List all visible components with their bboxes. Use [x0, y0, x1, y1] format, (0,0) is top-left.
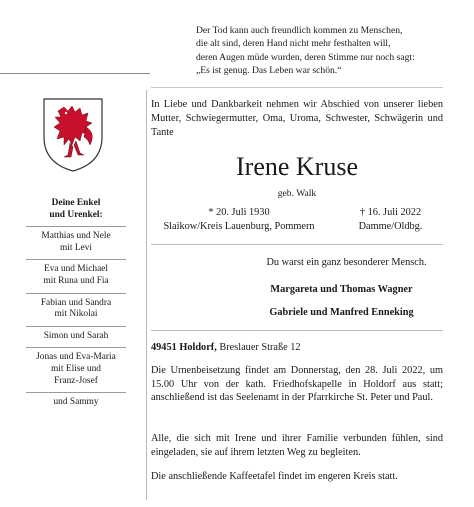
separator-rule-2 — [151, 244, 443, 245]
motto-line: deren Augen müde wurden, deren Stimme nur noch sagt: — [196, 51, 415, 63]
sidebar-separator — [26, 226, 126, 227]
entry-line: mit Runa und Fia — [43, 275, 109, 286]
birth-info — [151, 206, 327, 234]
sidebar-separator — [26, 392, 126, 393]
sidebar-separator — [26, 259, 126, 260]
maiden-name: geb. Walk — [277, 188, 317, 199]
entry-line: Franz-Josef — [54, 375, 98, 386]
sidebar-entry — [16, 264, 136, 287]
entry-line: Fabian und Sandra — [40, 297, 112, 308]
intro-text: In Liebe und Dankbarkeit nehmen wir Abschied von unserer lieben Mutter, Schwiegermutter, Oma, Uroma, Schwester, Schwägerin und Tante — [151, 99, 443, 139]
top-left-rule — [0, 73, 150, 74]
tribute-line: Du warst ein ganz besonderer Mensch. — [266, 257, 427, 268]
address-city: 49451 Holdorf, — [151, 342, 217, 353]
entry-line: Jonas und Eva-Maria — [36, 352, 116, 363]
sidebar-entry — [16, 331, 136, 343]
thanks-paragraph: Alle, die sich mit Irene und ihrer Familie verbunden fühlen, sind eingeladen, sie auf ihrem letzten Weg zu begleiten. — [151, 433, 443, 458]
motto-poem — [196, 24, 440, 78]
motto-line: die alt sind, deren Hand nicht mehr festhalten will, — [196, 38, 391, 50]
death-date: † 16. Juli 2022 — [359, 207, 422, 218]
sidebar-entry — [16, 298, 136, 321]
sidebar-divider — [146, 90, 147, 500]
sidebar-separator — [26, 326, 126, 327]
motto-line: „Es ist genug. Das Leben war schön.“ — [196, 65, 342, 77]
entry-line: Simon und Sarah — [43, 330, 109, 341]
mourner-name: Gabriele und Manfred Enneking — [269, 307, 414, 318]
coat-of-arms-icon — [42, 97, 104, 173]
deceased-name: Irene Kruse — [236, 152, 358, 181]
sidebar-title — [12, 198, 140, 221]
coffee-paragraph: Die anschließende Kaffeetafel findet im engeren Kreis statt. — [151, 471, 398, 482]
entry-line: Eva und Michael — [43, 264, 109, 275]
address — [151, 342, 301, 353]
entry-line: mit Levi — [59, 242, 93, 253]
entry-line: und Sammy — [53, 397, 99, 408]
motto-line: Der Tod kann auch freundlich kommen zu Menschen, — [196, 25, 403, 36]
sidebar-entry — [16, 397, 136, 409]
death-place: Damme/Oldbg. — [358, 221, 423, 232]
address-street: Breslauer Straße 12 — [219, 342, 301, 353]
sidebar-separator — [26, 293, 126, 294]
sidebar-title-line: und Urenkel: — [49, 209, 103, 220]
birth-place: Slaikow/Kreis Lauenburg, Pommern — [163, 221, 315, 232]
entry-line: Matthias und Nele — [41, 231, 111, 242]
birth-date: * 20. Juli 1930 — [208, 207, 270, 218]
sidebar-entry — [16, 231, 136, 254]
separator-rule-3 — [151, 330, 443, 331]
sidebar-entry — [16, 352, 136, 387]
grandchildren-sidebar — [12, 198, 140, 414]
death-info — [338, 206, 443, 234]
funeral-paragraph: Die Urnenbeisetzung findet am Donnerstag, den 28. Juli 2022, um 15.00 Uhr von der kath. Friedhofskapelle in Holdorf aus statt; anschließend ist das Seelenamt in der Pfarrkirche St. Peter und Paul. — [151, 365, 443, 404]
sidebar-separator — [26, 347, 126, 348]
mourner-name: Margareta und Thomas Wagner — [270, 284, 413, 295]
entry-line: mit Elise und — [51, 363, 101, 374]
separator-rule-1 — [151, 87, 443, 88]
entry-line: mit Nikolai — [54, 309, 98, 320]
sidebar-title-line: Deine Enkel — [51, 198, 101, 208]
